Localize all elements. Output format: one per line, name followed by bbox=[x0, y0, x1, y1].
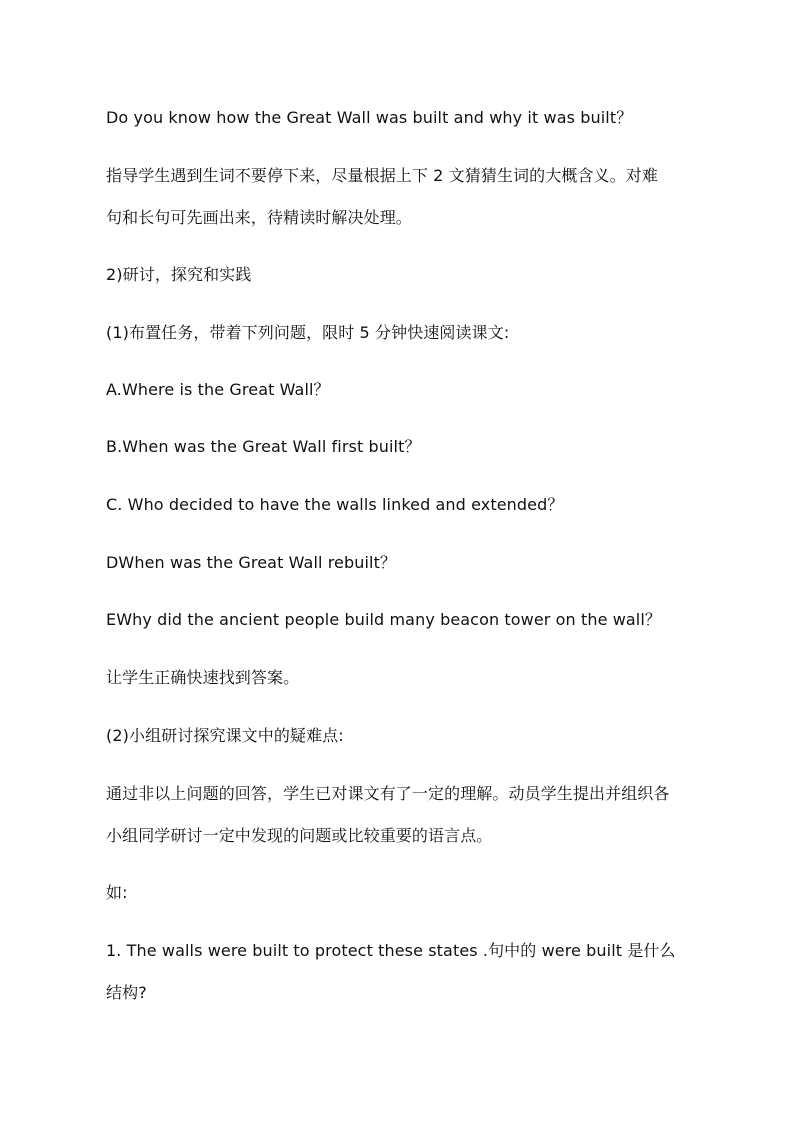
section-heading-2: 2)研讨，探究和实践 bbox=[106, 265, 252, 284]
question-d: DWhen was the Great Wall rebuilt？ bbox=[106, 553, 397, 572]
answer-instruction: 让学生正确快速找到答案。 bbox=[106, 668, 300, 687]
question-a: A.Where is the Great Wall？ bbox=[106, 380, 330, 399]
question-b: B.When was the Great Wall first built？ bbox=[106, 437, 421, 456]
question-e: EWhy did the ancient people build many beacon tower on the wall？ bbox=[106, 610, 661, 629]
instruction-paragraph-line-1: 指导学生遇到生词不要停下来，尽量根据上下 2 文猜猜生词的大概含义。对难 bbox=[106, 166, 658, 185]
question-how-built: Do you know how the Great Wall was built and why it was built？ bbox=[106, 108, 633, 127]
task-heading-2: (2)小组研讨探究课文中的疑难点: bbox=[106, 726, 344, 745]
discussion-paragraph-line-1: 通过非以上问题的回答，学生已对课文有了一定的理解。动员学生提出并组织各 bbox=[106, 784, 670, 803]
example-1-line-2: 结构? bbox=[106, 983, 147, 1002]
discussion-paragraph-line-2: 小组同学研讨一定中发现的问题或比较重要的语言点。 bbox=[106, 826, 493, 845]
instruction-paragraph-line-2: 句和长句可先画出来，待精读时解决处理。 bbox=[106, 208, 412, 227]
example-label: 如: bbox=[106, 883, 128, 902]
example-1-line-1: 1. The walls were built to protect these states .句中的 were built 是什么 bbox=[106, 941, 676, 960]
question-c: C. Who decided to have the walls linked and extended？ bbox=[106, 495, 564, 514]
task-heading-1: (1)布置任务，带着下列问题，限时 5 分钟快速阅读课文: bbox=[106, 323, 510, 342]
